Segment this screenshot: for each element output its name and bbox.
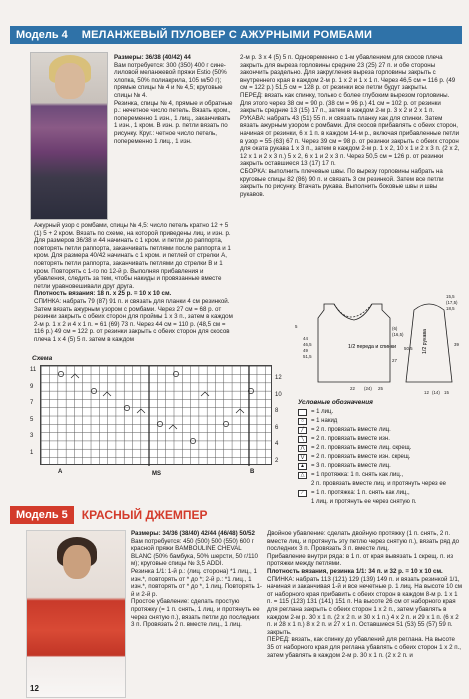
yarn-over-symbol xyxy=(91,388,96,393)
svg-text:46,5: 46,5 xyxy=(303,342,312,347)
model5-double-decrease: Двойное убавление: сделать двойную протяжку (1 п. снять, 2 п. вместе лиц. и протянуть эту петлю через снятую п.), вязать ряд до последних 3 п. Провязать 3 п. вместе лиц. xyxy=(267,530,460,553)
page-number: 12 xyxy=(30,684,39,693)
model5-tag: Модель 5 xyxy=(10,506,74,524)
body-piece-label: 1/2 переда и спинки xyxy=(348,344,397,350)
model4-col-b: 2-м р. 3 x 4 (5) 5 п. Одновременно с 1-м убавлением для скосов плеча закрыть для выреза горловины средние 23 (25) 27 п. и обе стороны закончить раздельно. Для закругления выреза горловины закрыть с внутреннего края в каждом 2-м р. 1 x 2 и 1 x 1 п. Через 46,5 см = 116 р. (49 см = 122 р.) 51,5 см = 128 р. от резинки все петли будут закрыты. xyxy=(240,54,456,92)
svg-text:(17,5): (17,5) xyxy=(446,300,458,305)
svg-text:5: 5 xyxy=(295,324,298,329)
model5-back: СПИНКА: набрать 113 (121) 129 (139) 149 п. и вязать резинкой 1/1, начиная и заканчивая 1-й и все нечетные р. 1 лиц. На высоте 10 см от наборного края прибавить с обеих сторон в каждом 8-м р. 1 x 1 п. = 115 (123) 131 (141) 151 п. На высоте 26 см от наборного края для реглана закрыть с обеих сторон 1 x 2 п., затем убавлять в каждом 2-м р. 30 x 1 п. (2 x 2 п. и 30 x 1 п.) 4 x 2 п. и 29 x 1 п. (6 x 2 п. и 28 x 1 п.) 8 x 2 п. и 27 x 1 п. Оставшиеся 51 (53) 55 (57) 59 п. закрыть. xyxy=(267,575,462,636)
svg-text:27: 27 xyxy=(392,358,397,363)
model4-density: Плотность вязания: 18 п. x 25 р. = 10 x 10 см. xyxy=(34,290,172,298)
svg-text:50,5: 50,5 xyxy=(404,346,413,351)
legend-item: ○ = 1 накид xyxy=(298,417,458,426)
symbols-legend xyxy=(298,398,458,507)
schema-arrow-b: B xyxy=(250,469,255,475)
yarn-over-symbol xyxy=(157,421,162,426)
legend-item-cont: 1 лиц. и протянуть ее через снятую п. xyxy=(311,499,417,505)
svg-text:22: 22 xyxy=(350,386,355,391)
model5-header xyxy=(10,505,462,525)
model4-materials: Вам потребуется: 300 (350) 400 г сине-лиловой меланжевой пряжи Estio (50% хлопка, 50% полиакрила, 105 м/50 г); прямые спицы № 4 и № 4,5; круговые спицы № 4. xyxy=(114,61,227,99)
schema-label: Схема xyxy=(32,355,53,362)
chart-symbols xyxy=(41,366,273,466)
legend-title: Условные обозначения xyxy=(298,399,373,406)
svg-text:39: 39 xyxy=(454,342,459,347)
model4-intro-column xyxy=(114,54,234,145)
svg-text:(6): (6) xyxy=(392,326,398,331)
model4-sizes: Размеры: 36/38 (40/42) 44 xyxy=(114,54,191,61)
yarn-over-symbol xyxy=(223,421,228,426)
model5-sizes: Размеры: 34/36 (38/40) 42/44 (46/48) 50/52 xyxy=(131,530,255,537)
model4-header xyxy=(10,25,462,45)
yarn-over-icon: ○ xyxy=(298,418,307,425)
legend-item: ╲ = 2 п. провязать вместе изн. xyxy=(298,435,458,444)
svg-text:18,5: 18,5 xyxy=(446,306,455,311)
svg-text:44: 44 xyxy=(303,336,308,341)
model4-title: МЕЛАНЖЕВЫЙ ПУЛОВЕР С АЖУРНЫМИ РОМБАМИ xyxy=(74,26,462,44)
photo-face xyxy=(55,63,85,99)
model5-left-column xyxy=(131,530,263,629)
photo-face xyxy=(63,545,91,579)
decrease-symbols xyxy=(71,374,244,429)
sk2p-icon: △ xyxy=(298,472,307,479)
legend-item: ╱ = 2 п. провязать вместе лиц. xyxy=(298,426,458,435)
legend-item: ▲ = 3 п. провязать вместе лиц. xyxy=(298,462,458,471)
model5-title: КРАСНЫЙ ДЖЕМПЕР xyxy=(81,508,208,522)
model4-back: СПИНКА: набрать 79 (87) 91 п. и связать для планки 4 см резинкой. Затем вязать ажурным узором с ромбами. Через 27 см = 68 р. от резинки закрыть с обеих сторон для проймы 1 x 3 п., затем в каждом 2-м р. 1 x 2 и 4 x 1 п. = 61 (69) 73 п. Через 44 см = 110 р. (48,5 см = 116 р.) 49 см = 122 р. от резинки закрыть с обеих сторон для скосов плеча 1 x 4 (5) 5 п. затем в каждом xyxy=(34,297,233,343)
legend-item: = 1 лиц. xyxy=(298,408,458,417)
model4-rib: Резинка, спицы № 4, прямые и обратные р.: нечетное число петель. Вязать кром., попеременно 1 изн., 1 лиц., заканчивать 1 изн., 1 кром. В изн. р. петли вязать по рисунку. Круг.: четное число петель, попеременно 1 лиц., 1 изн. xyxy=(114,99,233,145)
model4-photo xyxy=(30,52,108,220)
model5-front: ПЕРЕД: вязать, как спинку до убавлений для реглана. На высоте 35 от наборного края для реглана убавлять с обеих сторон 1 x 2 п., затем убавлять в каждом 2-м р. 30 x 1 п. (2 x 2 п. и xyxy=(267,636,462,659)
schema-arrow-a: A xyxy=(58,469,63,475)
svg-text:49: 49 xyxy=(303,348,308,353)
garment-diagram xyxy=(294,290,464,398)
model4-pattern-column xyxy=(34,222,234,344)
yarn-over-symbol xyxy=(173,371,178,376)
knit-symbol-icon xyxy=(298,409,307,416)
svg-text:15,5: 15,5 xyxy=(446,294,455,299)
model5-right-column xyxy=(267,530,462,659)
sleeve-piece-label: 1/2 рукава xyxy=(422,329,428,354)
model5-density: Плотность вязания, резинка 1/1: 34 п. и 32 р. = 10 x 10 см. xyxy=(267,567,443,575)
legend-item: ⟋ = 1 п. протяжка: 1 п. снять как лиц., xyxy=(298,489,458,498)
legend-item-cont: 2 п. провязать вместе лиц. и протянуть через ее xyxy=(311,481,447,487)
yarn-over-symbol xyxy=(58,371,63,376)
svg-text:15: 15 xyxy=(444,390,449,395)
model5-photo xyxy=(26,530,126,698)
yarn-over-symbol xyxy=(124,405,129,410)
skp-icon: ⟋ xyxy=(298,490,307,497)
svg-text:(14): (14) xyxy=(432,390,440,395)
model4-assembly: СБОРКА: выполнить плечевые швы. По вырезу горловины набрать на круговые спицы 82 (86) 90 п. и связать 3 см резинкой. Затем все петли закрыть по рисунку. Втачать рукава. Выполнить боковые швы и швы рукавов. xyxy=(240,167,444,198)
model4-front: ПЕРЕД: вязать как спинку, только с более глубоким вырезом горловины. Для этого через 38 см = 90 р. (38 см = 96 р.) 41 см = 102 р. от резинки закрыть средние 13 (15) 17 п., затем в каждом 2-м р. 3 x 2 и 2 x 1 п. xyxy=(240,91,450,115)
legend-item: ⋀ = 2 п. провязать вместе лиц. скрещ. xyxy=(298,444,458,453)
model4-right-column xyxy=(240,54,462,198)
model4-tag: Модель 4 xyxy=(10,26,74,44)
model4-sleeve: РУКАВА: набрать 43 (51) 55 п. и связать планку как для спинки. Затем вязать ажурным узором с ромбами. Для скосов прибавлять с обеих сторон, начиная от резинки, 6 x 1 п. в каждом 14-м р., включая прибавленные петли в узор = 55 (63) 67 п. Через 39 см = 98 р. от резинки закрыть с обеих сторон для оката рукава 1 x 3 п., затем в каждом 2-м р. 1 x 2, 10 x 1 и 2 x 3 п. (2 x 2, 12 x 1 и 2 x 3 п.) 5 x 2, 6 x 1 и 2 x 3 п. Через 50,5 см = 126 р. от резинки закрыть оставшиеся 13 (17) 17 п. xyxy=(240,114,460,168)
model5-rib: Резинка 1/1: 1-й р.: (лиц. сторона) *1 лиц., 1 изн.*, повторять от * до *; 2-й р.: *1 лиц., 1 изн.*, повторять от * до *, 1 лиц. Повторять 1-й и 2-й р. xyxy=(131,567,262,598)
legend-item: △ = 1 протяжка: 1 п. снять как лиц., xyxy=(298,471,458,480)
k2tog-tbl-icon: ⋀ xyxy=(298,445,307,452)
schema-repeat-ms: MS xyxy=(152,471,161,477)
model4-lace: Ажурный узор с ромбами, спицы № 4,5: число петель кратно 12 + 5 (1) 5 + 2 кром. Вязать по схеме, на которой приведены лиц. и изн. р. Для размеров 36/38 и 44 начинать с 1 кром. и петли до раппорта, повторять петли раппорта, заканчивать петлями после раппорта и 1 кром. Для размера 40/42 начинать с 1 кром. и петлей от стрелки A, повторять петли раппорта, заканчивать петлями до стрелки B и 1 кром. Повторять с 1-го по 12-й р. Выполняя прибавления и убавления, следить за тем, чтобы накиды и провязанные вместе петли уравновешивали друг друга. xyxy=(34,222,231,290)
svg-text:25: 25 xyxy=(378,386,383,391)
model5-decrease: Простое убавление: сделать простую протяжку (= 1 п. снять, 1 лиц. и протянуть ее через снятую п.), вязать петли до последних 3 п. Провязать 2 п. вместе лиц., 1 лиц. xyxy=(131,598,260,629)
sleeve-piece-outline xyxy=(406,304,452,382)
yarn-over-symbol xyxy=(190,438,195,443)
p2tog-tbl-icon: ⋁ xyxy=(298,454,307,461)
model5-materials: Вам потребуется: 450 (500) 500 (550) 600 г красной пряжи BAMBOULINE CHEVAL BLANC (50% бамбука, 50% шерсти, 50 г/110 м); круговые спицы № 3,5 ADDI. xyxy=(131,537,258,568)
knitting-chart-grid xyxy=(40,365,272,465)
svg-text:51,5: 51,5 xyxy=(303,354,312,359)
svg-text:12: 12 xyxy=(424,390,429,395)
k3tog-icon: ▲ xyxy=(298,463,307,470)
svg-text:(16,5): (16,5) xyxy=(392,332,404,337)
body-piece-outline xyxy=(318,304,390,382)
model5-increase: Прибавление внутри ряда: в 1 п. от края вывязать 1 скрещ. п. из протяжки между петлями. xyxy=(267,552,454,568)
schema-row-numbers-right: 12 10 8 6 4 2 xyxy=(275,375,282,464)
schema-row-numbers-left: 11 9 7 5 3 1 xyxy=(30,367,37,456)
p2tog-icon: ╲ xyxy=(298,436,307,443)
legend-item: ⋁ = 2 п. провязать вместе изн. скрещ. xyxy=(298,453,458,462)
svg-text:(24): (24) xyxy=(364,386,372,391)
k2tog-icon: ╱ xyxy=(298,427,307,434)
front-neckline xyxy=(334,304,372,317)
